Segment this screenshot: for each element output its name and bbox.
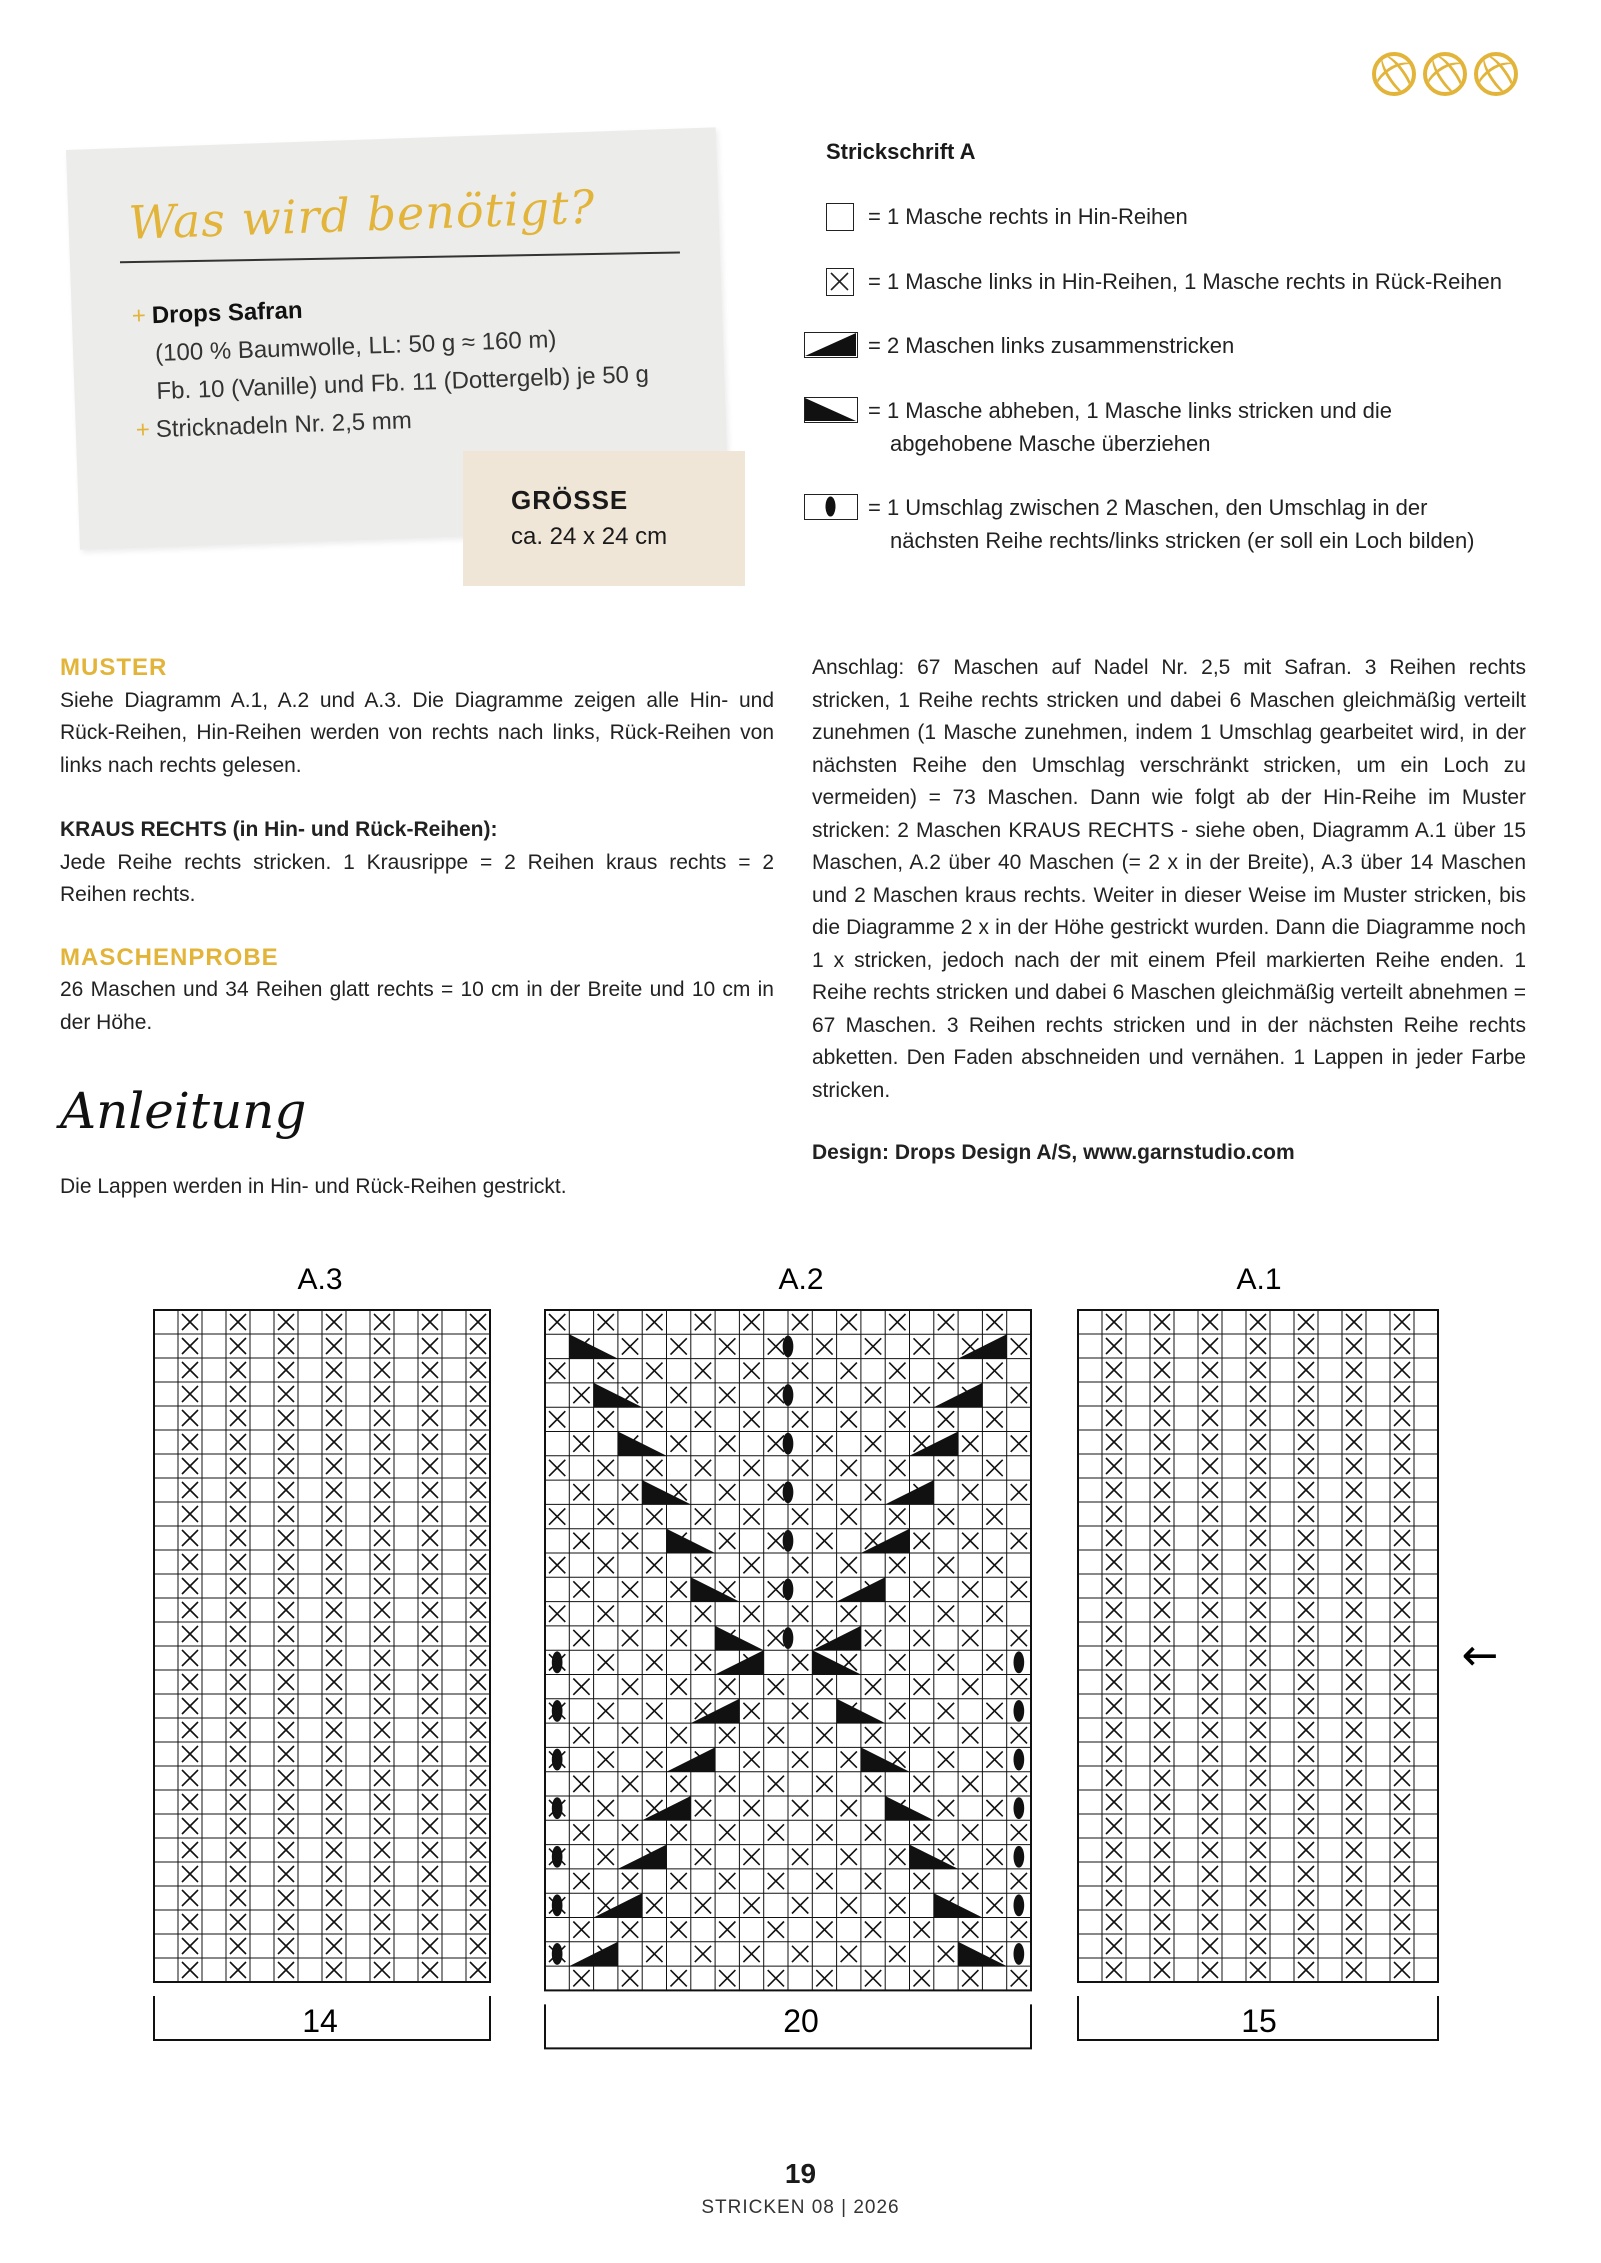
size-box	[463, 451, 745, 586]
legend-text-1: = 1 Masche rechts in Hin-Reihen	[868, 204, 1188, 229]
size-title: GRÖSSE	[511, 485, 629, 515]
legend-text-3: = 2 Maschen links zusammenstricken	[868, 333, 1235, 358]
yarn-over-mark	[783, 1433, 794, 1455]
kraus-text: Jede Reihe rechts stricken. 1 Krausrippe = 2 Reihen kraus rechts = 2 Reihen rechts.	[60, 850, 774, 906]
anleitung-title: Anleitung	[60, 1082, 307, 1140]
yarn-over-mark	[1014, 1651, 1025, 1673]
needles: Stricknadeln Nr. 2,5 mm	[155, 407, 413, 444]
legend-text-2: = 1 Masche links in Hin-Reihen, 1 Masche rechts in Rück-Reihen	[868, 269, 1503, 294]
anleitung-text: Die Lappen werden in Hin- und Rück-Reihen gestrickt.	[60, 1175, 567, 1198]
yarn-desc-1: (100 % Baumwolle, LL: 50 g ≈ 160 m)	[154, 326, 557, 368]
chart-a2	[545, 1310, 1031, 2048]
chart-label-a1: A.1	[1236, 1263, 1282, 1296]
yarn-over-mark	[552, 1700, 563, 1722]
legend-symbol-cross	[826, 268, 854, 296]
chart-label-a3: A.3	[297, 1263, 343, 1296]
yarn-over-mark	[552, 1894, 563, 1916]
yarn-over-mark	[552, 1943, 563, 1965]
yarn-ball-icon	[1423, 52, 1467, 96]
yarn-over-mark	[552, 1749, 563, 1771]
muster-heading: MUSTER	[60, 654, 168, 681]
yarn-over-mark	[552, 1797, 563, 1819]
yarn-name: Drops Safran	[151, 296, 303, 330]
yarn-over-mark	[783, 1384, 794, 1406]
chart-label-a2: A.2	[778, 1263, 824, 1296]
divider	[120, 252, 680, 264]
row-marker-arrow: ←	[1461, 1630, 1499, 1681]
kraus-heading: KRAUS RECHTS (in Hin- und Rück-Reihen):	[60, 818, 498, 841]
materials-title: Was wird benötigt?	[127, 179, 597, 250]
yarn-over-mark	[783, 1336, 794, 1358]
yarn-over-mark	[1014, 1894, 1025, 1916]
yarn-desc-2: Fb. 10 (Vanille) und Fb. 11 (Dottergelb) je 50 g	[156, 360, 650, 405]
chart-width-a3: 14	[302, 2003, 338, 2039]
yarn-over-mark	[783, 1627, 794, 1649]
right-column	[812, 652, 1526, 1170]
yarn-over-mark	[1014, 1846, 1025, 1868]
instructions-text: Anschlag: 67 Maschen auf Nadel Nr. 2,5 mit Safran. 3 Reihen rechts stricken, 1 Reihe rechts stricken und dabei 6 Maschen gleichmäßig verteilt zunehmen (1 Masche zunehmen, indem 1 Umschlag gearbeitet wird, in der nächsten Reihe den Umschlag verschränkt stricken, um ein Loch zu vermeiden) = 73 Maschen. Dann wie folgt ab der Hin-Reihe im Muster stricken: 2 Maschen KRAUS RECHTS - siehe oben, Diagramm A.1 über 15 Maschen, A.2 über 40 Maschen (= 2 x in der Breite), A.3 über 14 Maschen und 2 Maschen kraus rechts. Weiter in dieser Weise im Muster stricken, bis die Diagramme 2 x in der Höhe gestrickt wurden. Dann die Diagramme noch 1 x stricken, jedoch nach der mit einem Pfeil markierten Reihe enden. 1 Reihe rechts stricken und dabei 6 Maschen gleichmäßig verteilt abnehmen = 67 Maschen. 3 Reihen rechts stricken und in der nächsten Reihe rechts abketten. Den Faden abschneiden und vernähen. 1 Lappen in jeder Farbe stricken.	[812, 656, 1526, 1102]
knitting-charts	[0, 1250, 1601, 2050]
materials-list: + Drops Safran (100 % Baumwolle, LL: 50 g ≈ 160 m) Fb. 10 (Vanille) und Fb. 11 (Dottergelb) je 50 g + Stricknadeln Nr. 2,5 mm	[131, 296, 650, 444]
legend-symbol-k2tog	[804, 332, 858, 358]
legend-text-5: = 1 Umschlag zwischen 2 Maschen, den Umschlag in der nächsten Reihe rechts/links stricken (er soll ein Loch bilden)	[868, 495, 1475, 553]
yarn-over-mark	[783, 1579, 794, 1601]
muster-text: Siehe Diagramm A.1, A.2 und A.3. Die Diagramme zeigen alle Hin- und Rück-Reihen, Hin-Reihen werden von rechts nach links, Rück-Reihen von links nach rechts gelesen.	[60, 688, 774, 777]
yarn-over-mark	[552, 1651, 563, 1673]
legend-text-4: = 1 Masche abheben, 1 Masche links stricken und die abgehobene Masche überziehen	[868, 398, 1393, 456]
yarn-ball-icon	[1372, 52, 1416, 96]
chart-a3	[154, 1310, 490, 2040]
yarn-over-mark	[783, 1481, 794, 1503]
legend-symbol-yo	[804, 494, 858, 520]
chart-width-a1: 15	[1241, 2003, 1277, 2039]
yarn-over-mark	[1014, 1700, 1025, 1722]
legend-title: Strickschrift A	[826, 139, 976, 164]
yarn-over-mark	[1014, 1797, 1025, 1819]
probe-text: 26 Maschen und 34 Reihen glatt rechts = 10 cm in der Breite und 10 cm in der Höhe.	[60, 978, 774, 1034]
yarn-over-mark	[552, 1846, 563, 1868]
size-value: ca. 24 x 24 cm	[511, 523, 668, 550]
legend-symbol-empty	[826, 203, 854, 231]
yarn-over-mark	[1014, 1943, 1025, 1965]
chart-width-a2: 20	[783, 2003, 819, 2039]
left-column	[60, 652, 774, 1039]
magazine-issue: STRICKEN 08 | 2026	[701, 2197, 900, 2218]
yarn-over-mark	[1014, 1749, 1025, 1771]
probe-heading: MASCHENPROBE	[60, 943, 279, 971]
page-number: 19	[784, 2158, 817, 2189]
yarn-ball-icon	[1474, 52, 1518, 96]
yarn-over-mark	[783, 1530, 794, 1552]
design-credit: Design: Drops Design A/S, www.garnstudio.com	[812, 1141, 1295, 1164]
legend-symbol-skp	[804, 397, 858, 423]
chart-a1	[1078, 1310, 1438, 2040]
